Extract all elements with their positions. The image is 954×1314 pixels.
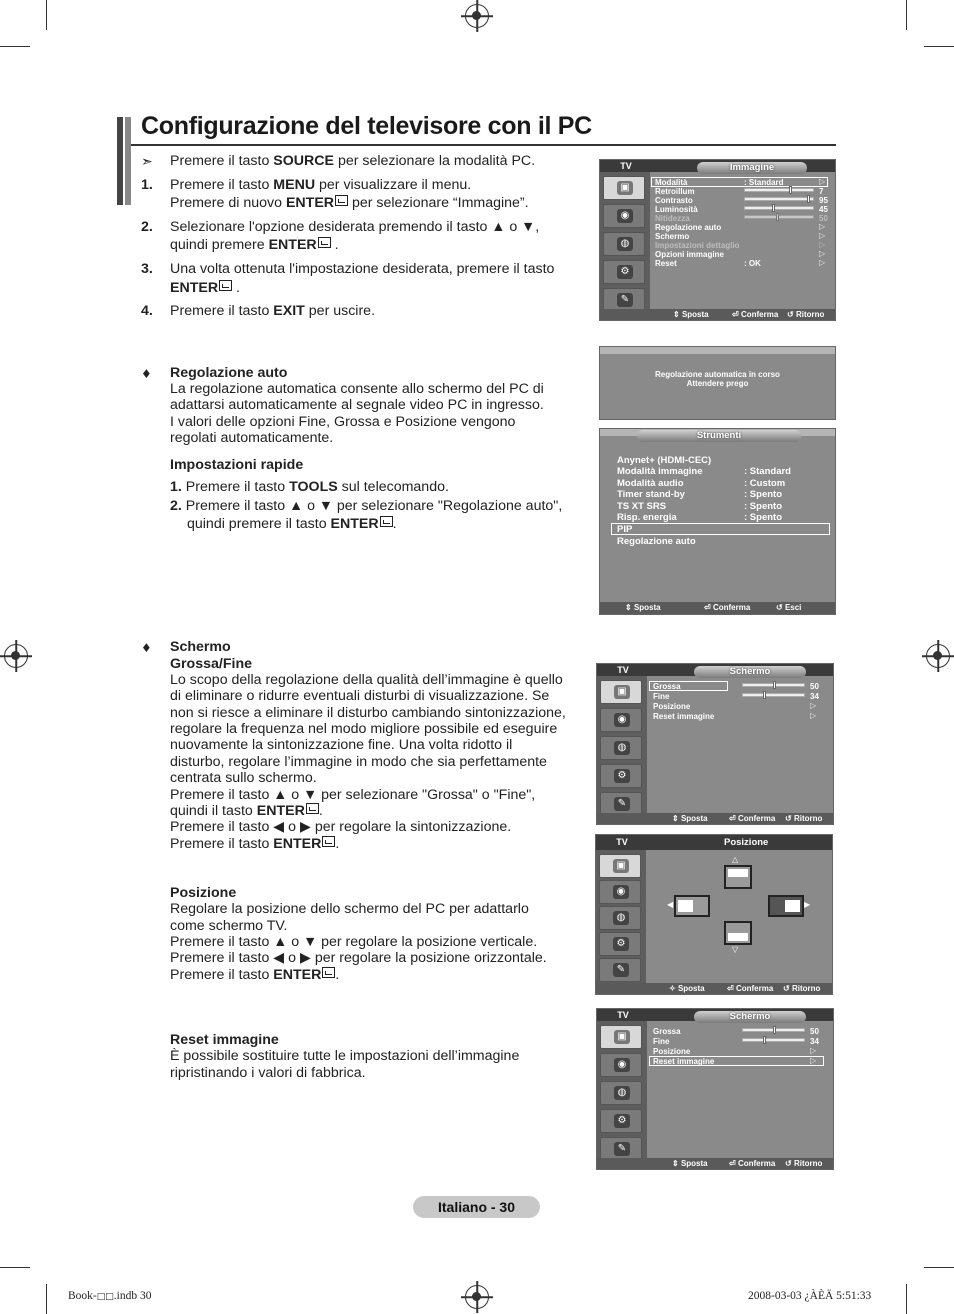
osd-sidebar [600,172,650,310]
text-line: Premere il tasto ▲ o ▼ per selezionare "Grossa" o "Fine", [170,787,536,803]
title-accent-bar-inner [125,117,131,205]
osd-row-label[interactable]: Reset immagine [653,1057,715,1066]
osd-row-label: Nitidezza [655,214,690,223]
up-arrow-icon: △ [732,855,739,864]
setup-icon[interactable]: ⚙ [600,1109,642,1133]
step-1: Premere il tasto MENU per visualizzare il menu. [170,177,472,193]
section-heading: Reset immagine [170,1032,279,1048]
enter-icon [380,516,393,527]
bullet-icon: ♦ [141,367,152,381]
crop-mark [924,46,954,47]
arrow-right-icon: ▷ [819,177,826,186]
enter-icon [306,803,319,814]
osd-row-value: : Spento [744,489,782,500]
osd-title: Immagine [697,162,807,174]
osd-row-value: 34 [810,692,819,701]
step-number: 4. [141,303,153,319]
enter-icon [335,195,348,206]
return-hint: ↺ Ritorno [785,814,823,823]
text-line: non si riesce a eliminare il disturbo cambiando sintonizzazione, [170,705,566,721]
text-line: Lo scopo della regolazione della qualità dell’immagine è quello [170,672,563,688]
osd-message: Regolazione automatica in corso [655,370,780,379]
sound-icon[interactable]: ◉ [599,880,641,904]
slider-grossa[interactable] [742,1028,805,1032]
crop-mark [0,1267,30,1268]
registration-mark-icon [465,4,489,28]
enter-icon [322,836,335,847]
osd-bottom-bar [600,309,835,320]
arrow-right-icon: ▷ [810,1056,817,1065]
registration-mark-icon [926,644,950,668]
tv-label: TV [596,835,648,850]
osd-row-value: : Standard [744,178,784,187]
osd-row-label[interactable]: Fine [653,692,670,701]
text-line: Regolare la posizione dello schermo del PC per adattarlo [170,901,529,917]
arrow-icon: ➣ [141,153,153,169]
step-3: Una volta ottenuta l'impostazione desiderata, premere il tasto [170,261,555,277]
input-icon[interactable]: ✎ [603,288,645,312]
slider-grossa[interactable] [742,683,805,687]
sound-icon[interactable]: ◉ [600,708,642,732]
screen-left-preview[interactable] [674,895,710,917]
osd-strumenti [599,428,836,615]
move-hint: ⇕ Sposta [672,1159,708,1168]
osd-row-value: 45 [819,205,828,214]
osd-sidebar [596,850,646,984]
quick-step-1: 1. Premere il tasto TOOLS sul telecomando. [170,479,449,495]
input-icon[interactable]: ✎ [600,792,642,816]
crop-mark [906,0,907,30]
enter-icon [318,237,331,248]
enter-icon [219,280,232,291]
text-line: Premere il tasto ◀ o ▶ per regolare la posizione orizzontale. [170,950,547,966]
osd-row-value: 7 [819,187,824,196]
osd-posizione [595,834,833,995]
osd-row-value: 50 [810,1027,819,1036]
osd-bottom-bar [597,1158,833,1169]
osd-row-label[interactable]: PIP [617,524,633,535]
title-rule [131,144,836,146]
picture-icon[interactable]: ▣ [599,854,641,878]
text-line: ripristinando i valori di fabbrica. [170,1065,366,1081]
crop-mark [924,1267,954,1268]
screen-up-preview[interactable] [724,865,752,889]
text-line: quindi il tasto ENTER . [170,803,323,819]
step-number: 1. [141,177,153,193]
osd-title: Strumenti [637,430,801,442]
move-hint: ⇕ Sposta [625,603,661,612]
osd-row-value: : Spento [744,512,782,523]
subheading: Grossa/Fine [170,656,253,672]
osd-row-label[interactable]: Grossa [653,682,681,691]
left-arrow-icon: ◀ [667,900,674,909]
sound-icon[interactable]: ◉ [603,204,645,228]
arrow-right-icon: ▷ [819,258,826,267]
arrow-right-icon: ▷ [819,231,826,240]
registration-mark-icon [4,644,28,668]
return-hint: ↺ Ritorno [785,1159,823,1168]
input-icon[interactable]: ✎ [600,1137,642,1161]
text-line: regolare la frequenza nel modo migliore possibile ed eseguire [170,721,558,737]
channel-icon[interactable]: ◍ [599,906,641,930]
slider-fine[interactable] [742,1038,805,1042]
setup-icon[interactable]: ⚙ [600,764,642,788]
tv-label: TV [597,664,649,676]
subheading: Impostazioni rapide [170,457,304,473]
text-line: Premere il tasto ENTER . [170,836,340,852]
section-heading: Posizione [170,885,237,901]
text-line: come schermo TV. [170,918,288,934]
arrow-right-icon: ▷ [819,222,826,231]
confirm-hint: ⏎ Conferma [729,814,776,823]
picture-icon[interactable]: ▣ [600,680,642,704]
text-line: La regolazione automatica consente allo schermo del PC di [170,381,544,397]
channel-icon[interactable]: ◍ [600,1081,642,1105]
setup-icon[interactable]: ⚙ [603,260,645,284]
osd-schermo-reset [596,1008,834,1170]
setup-icon[interactable]: ⚙ [599,932,641,956]
osd-row-label[interactable]: Modalità audio [617,478,684,489]
osd-row-label[interactable]: Reset immagine [653,712,715,721]
bullet-icon: ♦ [141,641,152,655]
osd-row-label[interactable]: Risp. energia [617,512,677,523]
tv-label: TV [600,160,652,172]
enter-icon [322,967,335,978]
text-line: I valori delle opzioni Fine, Grossa e Posizione vengono [170,414,516,430]
arrow-right-icon: ▷ [810,711,817,720]
step-3-cont: ENTER . [170,280,240,296]
osd-message: Attendere prego [686,379,749,388]
osd-schermo-grossa [596,663,834,825]
osd-row-label[interactable]: Schermo [655,232,690,241]
confirm-hint: ⏎ Conferma [727,984,774,993]
picture-icon[interactable]: ▣ [600,1025,642,1049]
slider-contrasto[interactable] [744,197,814,201]
screen-right-preview[interactable] [768,895,804,917]
osd-row-label[interactable]: Posizione [653,1047,691,1056]
osd-bottom-bar [596,983,832,994]
crop-mark [906,1284,907,1314]
osd-row-value: 34 [810,1037,819,1046]
osd-row-label[interactable]: Opzioni immagine [655,250,724,259]
step-2-cont: quindi premere ENTER . [170,237,339,253]
step-number: 2. [141,219,153,235]
text-line: Premere il tasto ▲ o ▼ per regolare la posizione verticale. [170,934,538,950]
osd-row-value: 95 [819,196,828,205]
osd-row-label[interactable]: Grossa [653,1027,681,1036]
osd-row-value: : Custom [744,478,786,489]
move-hint: ⇕ Sposta [672,814,708,823]
osd-row-label[interactable]: Anynet+ (HDMI-CEC) [617,455,712,466]
text-line: nuovamente la sintonizzazione fine. Una volta ridotto il [170,737,513,753]
osd-title: Posizione [724,837,769,848]
screen-down-preview[interactable] [724,921,752,945]
osd-row-label[interactable]: Regolazione auto [617,536,696,547]
osd-row-label[interactable]: Contrasto [655,196,693,205]
arrow-right-icon: ▷ [810,1046,817,1055]
slider-nitidezza [744,215,814,219]
move-hint: ⇕ Sposta [673,310,709,319]
osd-row-value: 50 [819,214,828,223]
text-line: regolati automaticamente. [170,430,334,446]
osd-row-label[interactable]: Luminosità [655,205,698,214]
sound-icon[interactable]: ◉ [600,1053,642,1077]
return-hint: ↺ Ritorno [787,310,825,319]
text-line: disturbo, regolare l’immagine in modo che sia perfettamente [170,754,547,770]
osd-row-label[interactable]: Modalità [655,178,688,187]
text-line: centrata sullo schermo. [170,770,317,786]
crop-mark [46,0,47,30]
osd-row-label[interactable]: Retroillum [655,187,695,196]
title-accent-bar [117,117,123,205]
step-2: Selezionare l'opzione desiderata premendo il tasto ▲ o ▼, [170,219,540,235]
osd-row-value: : Standard [744,466,791,477]
text-line: adattarsi automaticamente al segnale video PC in ingresso. [170,397,544,413]
section-heading: Schermo [170,639,231,655]
picture-icon[interactable]: ▣ [603,176,645,200]
arrow-right-icon: ▷ [810,701,817,710]
osd-bottom-bar [597,813,833,824]
text-line: Premere il tasto ENTER . [170,967,340,983]
arrow-right-icon: ▷ [819,249,826,258]
osd-bottom-bar [600,602,835,614]
osd-row-label[interactable]: Fine [653,1037,670,1046]
osd-row-label[interactable]: TS XT SRS [617,501,667,512]
return-hint: ↺ Ritorno [783,984,821,993]
osd-row-value: : Spento [744,501,782,512]
slider-fine[interactable] [742,693,805,697]
exit-hint: ↺ Esci [776,603,802,612]
registration-mark-icon [465,1285,489,1309]
channel-icon[interactable]: ◍ [600,736,642,760]
move-hint: ✧ Sposta [669,984,705,993]
file-info: Book-□□.indb 30 [68,1290,152,1302]
osd-row-value: : OK [744,259,761,268]
confirm-hint: ⏎ Conferma [729,1159,776,1168]
input-icon[interactable]: ✎ [599,958,641,982]
right-arrow-icon: ▶ [804,900,811,909]
slider-luminosita[interactable] [744,206,814,210]
osd-immagine [599,159,836,321]
osd-row-highlight [611,523,830,535]
channel-icon[interactable]: ◍ [603,232,645,256]
crop-mark [46,1284,47,1314]
osd-sidebar [597,1021,647,1159]
osd-sidebar [597,676,647,814]
osd-row-label: Impostazioni dettaglio [655,241,740,250]
crop-mark [0,46,30,47]
print-timestamp: 2008-03-03 ¿ÀÈÄ 5:51:33 [748,1290,872,1302]
down-arrow-icon: ▽ [732,945,739,954]
text-line: È possibile sostituire tutte le impostazioni dell’immagine [170,1048,520,1064]
osd-title: Schermo [694,1011,806,1023]
text-line: di eliminare o ridurre eventuali disturbi di visualizzazione. Se [170,688,550,704]
step-0: Premere il tasto SOURCE per selezionare la modalità PC. [170,153,536,169]
slider-retroillum[interactable] [744,188,814,192]
osd-auto-adjust [599,346,836,420]
arrow-right-icon: ▷ [819,240,826,249]
confirm-hint: ⏎ Conferma [704,603,751,612]
quick-step-2-cont: quindi premere il tasto ENTER . [187,516,397,532]
page-number-badge: Italiano - 30 [413,1196,540,1218]
text-line: Premere il tasto ◀ o ▶ per regolare la sintonizzazione. [170,819,512,835]
step-1-cont: Premere di nuovo ENTER per selezionare “Immagine”. [170,195,529,211]
section-heading: Regolazione auto [170,365,288,381]
quick-step-2: 2. Premere il tasto ▲ o ▼ per selezionare "Regolazione auto", [170,498,563,514]
step-4: Premere il tasto EXIT per uscire. [170,303,376,319]
osd-row-value: 50 [810,682,819,691]
osd-row-label[interactable]: Reset [655,259,677,268]
osd-row-label[interactable]: Regolazione auto [655,223,722,232]
osd-row-label[interactable]: Posizione [653,702,691,711]
tv-label: TV [597,1009,649,1021]
osd-row-label[interactable]: Modalità immagine [617,466,703,477]
confirm-hint: ⏎ Conferma [732,310,779,319]
page-title: Configurazione del televisore con il PC [141,112,592,140]
osd-title: Schermo [694,666,806,678]
osd-row-label[interactable]: Timer stand-by [617,489,685,500]
step-number: 3. [141,261,153,277]
